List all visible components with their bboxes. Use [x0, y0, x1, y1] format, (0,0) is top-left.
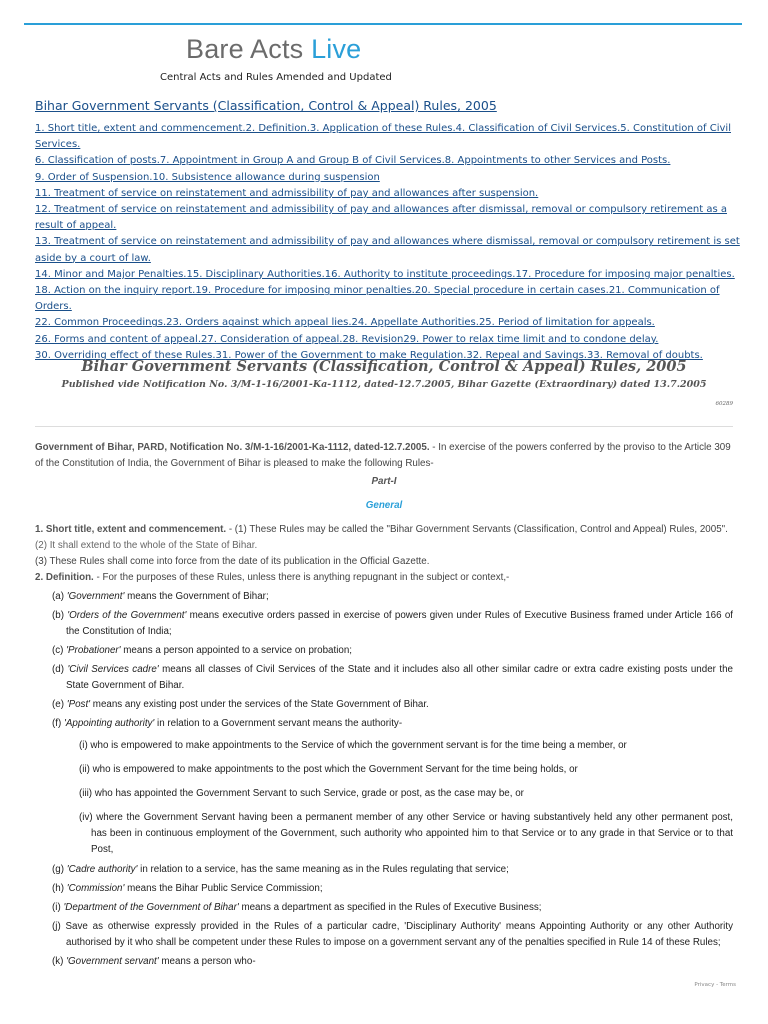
toc-link[interactable]: 30. Overriding effect of these Rules.31. Power of the Government to make Regulation.32. Repeal and Savings.33. Removal of doubts.: [35, 349, 703, 361]
top-accent-line: [24, 23, 742, 25]
toc-link[interactable]: 26. Forms and content of appeal.27. Consideration of appeal.28. Revision29. Power to relax time limit and to condone delay.: [35, 333, 659, 345]
toc-link[interactable]: 9. Order of Suspension.10. Subsistence allowance during suspension: [35, 171, 380, 183]
definition-item: (i) 'Department of the Government of Bihar' means a department as specified in the Rules of Executive Business;: [52, 902, 542, 913]
document-publication-note: Published vide Notification No. 3/M-1-16/2001-Ka-1112, dated-12.7.2005, Bihar Gazette (Extraordinary) dated 13.7.2005: [61, 379, 707, 390]
brand-name: Bare Acts: [186, 34, 304, 64]
part-heading: Part-I: [371, 476, 397, 487]
toc-link[interactable]: 6. Classification of posts.7. Appointment in Group A and Group B of Civil Services.8. Appointments to other Services and Posts.: [35, 155, 671, 167]
definition-item: (h) 'Commission' means the Bihar Public Service Commission;: [52, 883, 323, 894]
rule-1-text: - (1) These Rules may be called the "Bihar Government Servants (Classification, Control and Appeal) Rules, 2005".: [226, 524, 728, 535]
toc-link[interactable]: 1. Short title, extent and commencement.2. Definition.3. Application of these Rules.4. Classification of Civil Services.5. Constitution of Civil Services.: [35, 123, 731, 151]
sub-clause: (iv) where the Government Servant having been a permanent member of any other Service or having substantively held any other permanent post, has been in continuous employment of the Government, such authority who appointed him to that Service or to any grade in that Service or to that Post,: [79, 812, 733, 855]
sub-clause: (ii) who is empowered to make appointments to the post which the Government Servant for the time being holds, or: [79, 764, 578, 775]
act-title-link[interactable]: Bihar Government Servants (Classification, Control & Appeal) Rules, 2005: [35, 98, 497, 113]
definition-item: (e) 'Post' means any existing post under the services of the State Government of Bihar.: [52, 699, 429, 710]
rule-2-heading: 2. Definition.: [35, 572, 94, 583]
definition-item: (g) 'Cadre authority' in relation to a service, has the same meaning as in the Rules regulating that service;: [52, 864, 509, 875]
table-of-contents: [35, 121, 740, 364]
toc-link[interactable]: 14. Minor and Major Penalties.15. Disciplinary Authorities.16. Authority to institute proceedings.17. Procedure for imposing major penalties.: [35, 268, 735, 280]
sub-clause: (i) who is empowered to make appointments to the Service of which the government servant is for the time being a member, or: [79, 740, 627, 751]
divider: [35, 426, 733, 427]
rule-2-text: - For the purposes of these Rules, unless there is anything repugnant in the subject or context,-: [93, 572, 510, 583]
definition-item: (j) Save as otherwise expressly provided in the Rules of a particular cadre, 'Disciplinary Authority' means Appointing Authority or any other Authority authorised by it who shall be competent under these Rules to impose on a government servant any of the penalties specified in Rule 14 of these Rules;: [52, 921, 733, 948]
toc-link[interactable]: 22. Common Proceedings.23. Orders against which appeal lies.24. Appellate Authorities.25. Period of limitation for appeals.: [35, 317, 655, 329]
intro-text: - In exercise of the powers conferred by the proviso to the Article 309 of the Constitution of India, the Government of Bihar is pleased to make the following Rules-: [35, 442, 731, 469]
toc-link[interactable]: 13. Treatment of service on reinstatement and admissibility of pay and allowances where dismissal, removal or compulsory retirement is set aside by a court of law.: [35, 236, 740, 264]
document-title: Bihar Government Servants (Classification, Control & Appeal) Rules, 2005: [81, 358, 687, 375]
definition-item: (b) 'Orders of the Government' means executive orders passed in exercise of powers given under Rules of Executive Business framed under Article 166 of the Constitution of India;: [52, 610, 733, 637]
document-body: [35, 440, 733, 973]
definition-item: (a) 'Government' means the Government of Bihar;: [52, 591, 269, 602]
intro-heading: Government of Bihar, PARD, Notification No. 3/M-1-16/2001-Ka-1112, dated-12.7.2005.: [35, 442, 430, 453]
brand-accent: Live: [311, 34, 362, 64]
toc-link[interactable]: 12. Treatment of service on reinstatement and admissibility of pay and allowances after dismissal, removal or compulsory retirement as a result of appeal.: [35, 204, 727, 232]
document-stamp: 60289: [715, 401, 733, 407]
privacy-terms-link[interactable]: Privacy - Terms: [694, 982, 736, 988]
site-tagline: Central Acts and Rules Amended and Updated: [160, 72, 392, 83]
rule-1-2: (2) It shall extend to the whole of the State of Bihar.: [35, 540, 258, 551]
definition-item: (f) 'Appointing authority' in relation to a Government servant means the authority-: [52, 718, 403, 729]
section-heading-general: General: [365, 500, 403, 511]
toc-link[interactable]: 18. Action on the inquiry report.19. Procedure for imposing minor penalties.20. Special procedure in certain cases.21. Communication of Orders.: [35, 285, 720, 313]
definition-item: (k) 'Government servant' means a person who-: [52, 956, 256, 967]
rule-1-3: (3) These Rules shall come into force from the date of its publication in the Official Gazette.: [35, 556, 430, 567]
definition-item: (c) 'Probationer' means a person appointed to a service on probation;: [52, 645, 353, 656]
site-logo[interactable]: [186, 34, 361, 65]
definition-item: (d) 'Civil Services cadre' means all classes of Civil Services of the State and it includes also all other similar cadre or extra cadre existing posts under the State Government of Bihar.: [52, 664, 733, 691]
rule-2: [35, 570, 733, 586]
toc-link[interactable]: 11. Treatment of service on reinstatement and admissibility of pay and allowances after suspension.: [35, 187, 539, 199]
sub-clause: (iii) who has appointed the Government Servant to such Service, grade or post, as the case may be, or: [79, 788, 524, 799]
rule-1-heading: 1. Short title, extent and commencement.: [35, 524, 227, 535]
rule-1: [35, 522, 733, 538]
intro-paragraph: [35, 440, 733, 472]
